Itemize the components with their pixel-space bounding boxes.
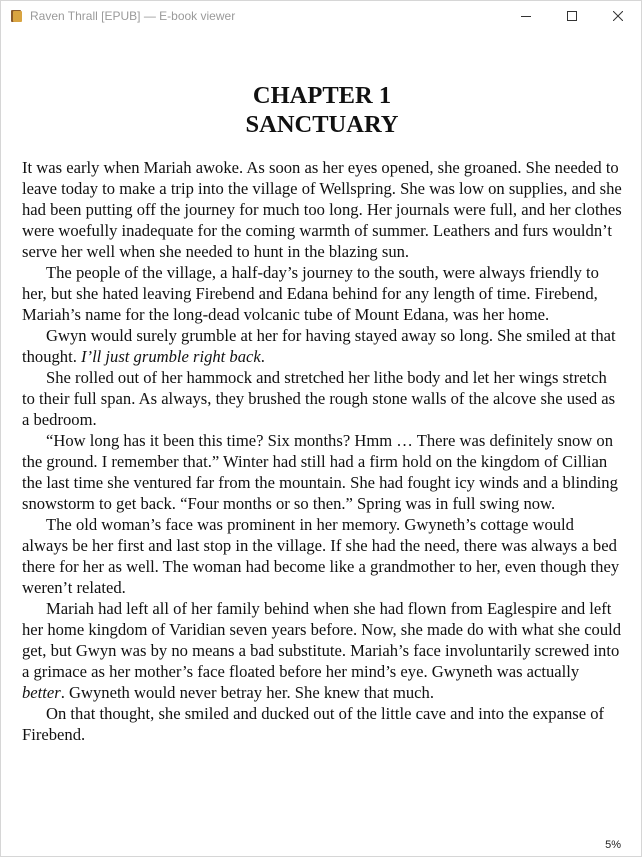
minimize-button[interactable] (503, 1, 549, 31)
paragraph-text: She rolled out of her hammock and stretched her lithe body and let her wings stretch to their full span. As always, they brushed the rough stone walls of the alcove she used as a bedroom. (22, 368, 616, 429)
window-controls (503, 1, 641, 31)
chapter-heading (22, 81, 622, 139)
chapter-body (22, 157, 622, 745)
paragraph (22, 598, 622, 703)
maximize-icon (567, 11, 577, 21)
paragraph-text: The people of the village, a half-day’s journey to the south, were always friendly to her, but she hated leaving Firebend and Edana behind for any length of time. Firebend, Mariah’s name for the long-dead volcanic tube of Mount Edana, was her home. (22, 263, 599, 324)
close-icon (613, 11, 623, 21)
paragraph-text: On that thought, she smiled and ducked out of the little cave and into the expanse of Firebend. (22, 704, 605, 744)
paragraph (22, 157, 622, 262)
italic-text: better (22, 683, 61, 702)
book-icon (10, 9, 24, 23)
window-title: Raven Thrall [EPUB] — E-book viewer (30, 9, 236, 23)
paragraph-text: It was early when Mariah awoke. As soon as her eyes opened, she groaned. She needed to leave today to make a trip into the village of Wellspring. She was low on supplies, and she had been putting off the journey for much too long. Her journals were full, and her clothes were woefully inadequate for the coming warmth of summer. Leathers and furs wouldn’t serve her well when she needed to hunt in the blazing sun. (22, 158, 622, 261)
chapter-title: SANCTUARY (245, 111, 399, 138)
book-page[interactable] (22, 81, 622, 745)
paragraph (22, 325, 622, 367)
paragraph (22, 514, 622, 598)
maximize-button[interactable] (549, 1, 595, 31)
italic-text: I’ll just grumble right back (81, 347, 261, 366)
close-button[interactable] (595, 1, 641, 31)
minimize-icon (521, 11, 531, 21)
paragraph (22, 703, 622, 745)
paragraph-text: . (260, 347, 265, 366)
paragraph (22, 430, 622, 514)
reading-progress: 5% (605, 839, 621, 851)
paragraph-text: Gwyn would surely grumble at her for having stayed away so long. She smiled at that thought. (22, 326, 616, 366)
paragraph-text: The old woman’s face was prominent in her memory. Gwyneth’s cottage would always be her first and last stop in the village. If she had the need, there was always a bed there for her as well. The woman had become like a grandmother to her, even though they weren’t related. (22, 515, 620, 597)
paragraph-text: . Gwyneth would never betray her. She knew that much. (60, 683, 434, 702)
paragraph-text: Mariah had left all of her family behind when she had flown from Eaglespire and left her home kingdom of Varidian seven years before. Now, she made do with what she could get, but Gwyn was by no means a bad substitute. Mariah’s face involuntarily screwed into a grimace as her mother’s face floated before her mind’s eye. Gwyneth was actually (22, 599, 622, 681)
paragraph (22, 367, 622, 430)
paragraph-text: “How long has it been this time? Six months? Hmm … There was definitely snow on the ground. I remember that.” Winter had still had a firm hold on the kingdom of Cillian the last time she ventured far from the mountain. She had fought icy winds and a blinding snowstorm to get back. “Four months or so then.” Spring was in full swing now. (22, 431, 618, 513)
chapter-number: CHAPTER 1 (252, 82, 392, 109)
title-bar[interactable] (1, 1, 641, 31)
paragraph (22, 262, 622, 325)
